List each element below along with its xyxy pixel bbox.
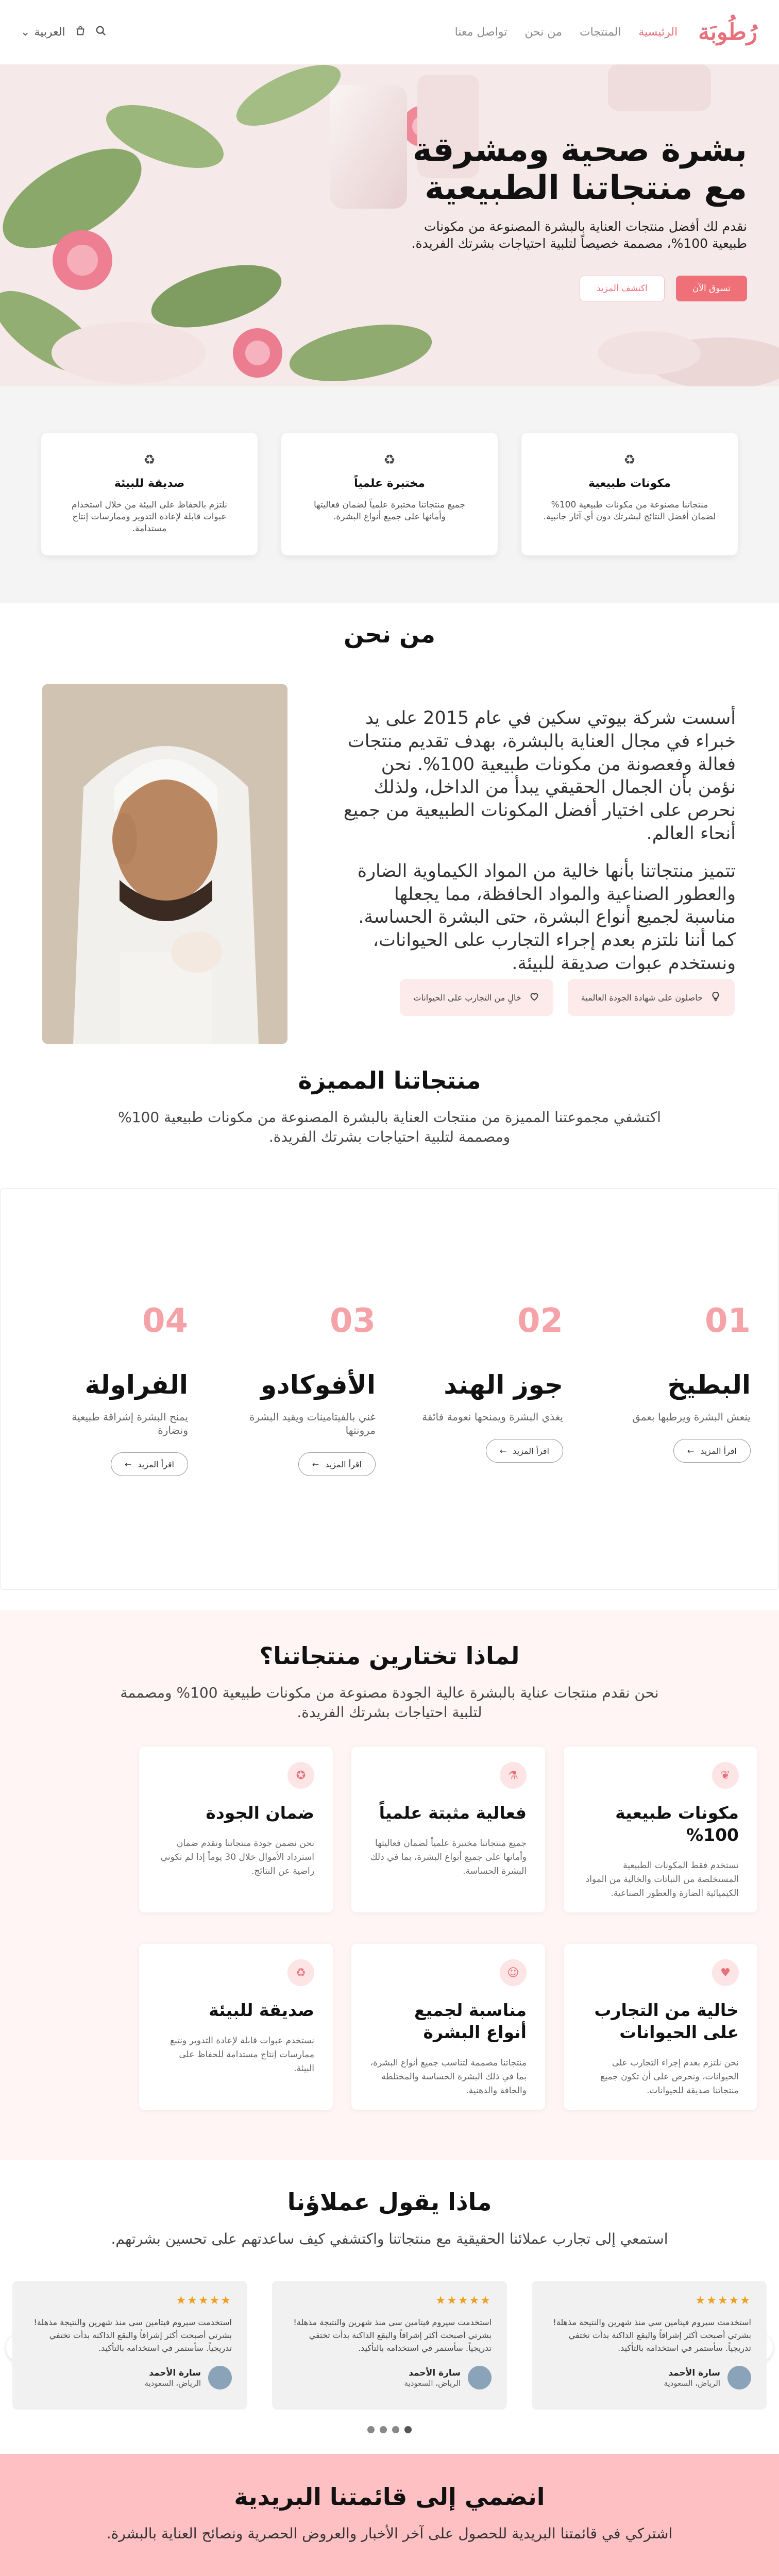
carousel-dot[interactable] xyxy=(380,2426,387,2433)
products-title: منتجاتنا المميزة xyxy=(298,1066,481,1094)
carousel-dot[interactable] xyxy=(367,2426,375,2433)
language-label: العربية xyxy=(34,26,65,39)
feature-card xyxy=(281,433,498,555)
read-more-button[interactable] xyxy=(298,1452,376,1476)
about-section xyxy=(0,603,779,1061)
why-card xyxy=(564,1944,757,2110)
star-rating: ★★★★★ xyxy=(176,2294,232,2307)
nav-about[interactable]: من نحن xyxy=(524,26,562,39)
about-photo xyxy=(42,684,287,1044)
testimonial-author xyxy=(547,2366,751,2389)
product-title: جوز الهند xyxy=(444,1370,563,1400)
shop-now-button[interactable]: تسوق الآن xyxy=(676,276,747,301)
cruelty-free-label: خالٍ من التجارب على الحيوانات xyxy=(413,992,521,1003)
header-tools xyxy=(21,25,107,40)
products-carousel xyxy=(0,1188,779,1590)
why-card-text: نستخدم فقط المكونات الطبيعية المستخلصة من النباتات والخالية من المواد الكيميائية الضارة والعطور الصناعية. xyxy=(585,1860,739,1899)
feature-title: صديقة للبيئة xyxy=(114,477,185,490)
why-card xyxy=(564,1747,757,1912)
product-card xyxy=(39,1302,188,1476)
testimonial-card xyxy=(272,2281,507,2410)
hero-text xyxy=(386,131,747,301)
about-paragraph-2: تتميز منتجاتنا بأنها خالية من المواد الكيماوية الضارة والعطور الصناعية والمواد الحافظة، مما يجعلها مناسبة لجميع أنواع البشرة، حتى البشرة الحساسة. كما أننا نلتزم بعدم إجراء التجارب على الحيوانات، ونستخدم عبوات صديقة للبيئة. xyxy=(357,860,736,974)
arrow-left-icon: ← xyxy=(312,1459,319,1469)
why-card-title: ضمان الجودة xyxy=(206,1803,314,1823)
newsletter-section xyxy=(0,2454,779,2576)
star-rating: ★★★★★ xyxy=(695,2294,751,2307)
avatar xyxy=(468,2366,492,2389)
quality-badge xyxy=(568,979,735,1016)
arrow-left-icon: ← xyxy=(499,1446,507,1456)
newsletter-subtitle: اشتركي في قائمتنا البريدية للحصول على آخر الأخبار والعروض الحصرية ونصائح العناية بالبشرة. xyxy=(106,2525,673,2542)
product-text: ينعش البشرة ويرطبها بعمق xyxy=(632,1411,751,1423)
author-name: سارة الأحمد xyxy=(668,2367,720,2378)
heart-icon xyxy=(529,991,540,1004)
product-text: غني بالفيتامينات ويقيد البشرة مرونتها xyxy=(249,1411,376,1436)
why-card-text: نستخدم عبوات قابلة لإعادة التدوير ونتبع ممارسات إنتاج مستدامة للحفاظ على البيئة. xyxy=(170,2035,314,2074)
award-icon: ✪ xyxy=(287,1762,314,1789)
testimonials-title: ماذا يقول عملاؤنا xyxy=(287,2188,492,2216)
leaf-icon: ❦ xyxy=(712,1762,739,1789)
why-card xyxy=(139,1944,333,2110)
quality-badge-label: حاصلون على شهادة الجودة العالمية xyxy=(581,992,703,1003)
read-more-label: اقرأ المزيد xyxy=(325,1459,362,1469)
product-card xyxy=(601,1302,751,1463)
testimonial-quote: استخدمت سيروم فيتامين سي منذ شهرين والنتيجة مذهلة! بشرتي أصبحت أكثر إشراقاً والبقع الداكنة بدأت تختفي تدريجياً. سأستمر في استخدامه بالتأكيد. xyxy=(293,2317,492,2353)
author-name: سارة الأحمد xyxy=(409,2367,461,2378)
language-selector[interactable] xyxy=(21,26,65,39)
site-header xyxy=(0,0,779,64)
product-number: 02 xyxy=(517,1302,563,1340)
why-title: لماذا تختارين منتجاتنا؟ xyxy=(259,1642,520,1670)
user-icon: ☺ xyxy=(500,1959,527,1986)
why-card-title: فعالية مثبتة علمياً xyxy=(379,1803,527,1823)
why-card-title: مناسبة لجميع أنواع البشرة xyxy=(414,2000,527,2042)
why-card-text: جميع منتجاتنا مختبرة علمياً لضمان فعاليتها وأمانها على جميع أنواع البشرة، بما في ذلك البشرة الحساسة. xyxy=(370,1838,527,1877)
hero-subtitle: نقدم لك أفضل منتجات العناية بالبشرة المصنوعة من مكونات طبيعية 100%، مصممة خصيصاً لتلبية احتياجات بشرتك الفريدة. xyxy=(411,219,747,251)
testimonial-author xyxy=(28,2366,232,2389)
read-more-label: اقرأ المزيد xyxy=(138,1459,174,1469)
testimonial-quote: استخدمت سيروم فيتامين سي منذ شهرين والنتيجة مذهلة! بشرتي أصبحت أكثر إشراقاً والبقع الداكنة بدأت تختفي تدريجياً. سأستمر في استخدامه بالتأكيد. xyxy=(553,2317,751,2353)
recycle-icon: ♻ xyxy=(383,452,396,468)
feature-title: مكونات طبيعية xyxy=(588,477,671,490)
product-number: 03 xyxy=(329,1302,376,1340)
why-card xyxy=(139,1747,333,1912)
discover-more-button[interactable]: اكتشف المزيد xyxy=(580,276,665,301)
read-more-button[interactable] xyxy=(111,1452,188,1476)
why-card-text: منتجاتنا مصممة لتناسب جميع أنواع البشرة، بما في ذلك البشرة الحساسة والمختلطة والجافة والدهنية. xyxy=(370,2057,527,2096)
carousel-dot[interactable] xyxy=(404,2426,412,2433)
about-badges xyxy=(400,979,735,1016)
newsletter-title: انضمي إلى قائمتنا البريدية xyxy=(234,2483,545,2511)
read-more-button[interactable] xyxy=(486,1439,563,1463)
why-card-title: خالية من التجارب على الحيوانات xyxy=(594,2000,739,2042)
product-card xyxy=(226,1302,376,1476)
features-section xyxy=(0,386,779,603)
about-text xyxy=(339,707,736,975)
product-number: 04 xyxy=(142,1302,188,1340)
why-card-text: نحن نلتزم بعدم إجراء التجارب على الحيوانات، ونحرص على أن تكون جميع منتجاتنا صديقة للحيوانات. xyxy=(600,2057,739,2096)
testimonial-quote: استخدمت سيروم فيتامين سي منذ شهرين والنتيجة مذهلة! بشرتي أصبحت أكثر إشراقاً والبقع الداكنة بدأت تختفي تدريجياً. سأستمر في استخدامه بالتأكيد. xyxy=(33,2317,232,2353)
flask-icon: ⚗ xyxy=(500,1762,527,1789)
recycle-icon: ♻ xyxy=(287,1959,314,1986)
avatar xyxy=(727,2366,751,2389)
product-title: الأفوكادو xyxy=(260,1370,376,1400)
testimonial-author xyxy=(287,2366,492,2389)
product-text: يمنح البشرة إشراقة طبيعية ونضارة xyxy=(72,1411,188,1436)
heart-icon: ♥ xyxy=(712,1959,739,1986)
cruelty-free-badge xyxy=(400,979,553,1016)
hero-section xyxy=(0,64,779,386)
testimonial-card xyxy=(12,2281,247,2410)
feature-text: جميع منتجاتنا مختبرة علمياً لضمان فعاليتها وأمانها على جميع أنواع البشرة. xyxy=(313,500,465,522)
read-more-button[interactable] xyxy=(673,1439,751,1463)
product-title: البطيخ xyxy=(667,1370,751,1400)
hero-buttons xyxy=(386,276,747,301)
main-nav xyxy=(107,26,678,39)
nav-contact[interactable]: تواصل معنا xyxy=(454,26,507,39)
search-icon[interactable] xyxy=(95,25,107,40)
testimonial-card xyxy=(532,2281,767,2410)
testimonials-subtitle: استمعي إلى تجارب عملائنا الحقيقية مع منتجاتنا واكتشفي كيف ساعدتهم على تحسين بشرتهم. xyxy=(111,2230,668,2247)
recycle-icon: ♻ xyxy=(623,452,636,468)
why-section xyxy=(0,1610,779,2160)
about-title: من نحن xyxy=(344,620,435,648)
why-card xyxy=(351,1944,545,2110)
feature-card xyxy=(41,433,258,555)
read-more-label: اقرأ المزيد xyxy=(700,1446,737,1456)
hero-title: بشرة صحية ومشرقة مع منتجاتنا الطبيعية xyxy=(412,131,747,207)
why-subtitle: نحن نقدم منتجات عناية بالبشرة عالية الجودة مصنوعة من مكونات طبيعية 100% ومصممة لتلبية احتياجات بشرتك الفريدة. xyxy=(120,1684,659,1721)
brand-logo[interactable]: رُطُوبَة xyxy=(698,19,757,45)
products-subtitle: اكتشفي مجموعتنا المميزة من منتجات العناية بالبشرة المصنوعة من مكونات طبيعية 100% ومصممة لتلبية احتياجات بشرتك الفريدة. xyxy=(118,1109,661,1145)
feature-title: مختبرة علمياً xyxy=(354,477,425,490)
product-card xyxy=(414,1302,563,1463)
nav-home[interactable]: الرئيسية xyxy=(638,26,678,39)
read-more-label: اقرأ المزيد xyxy=(513,1446,549,1456)
product-text: يغذي البشرة ويمنحها نعومة فائقة xyxy=(422,1411,563,1423)
why-card xyxy=(351,1747,545,1912)
author-name: سارة الأحمد xyxy=(149,2367,201,2378)
star-rating: ★★★★★ xyxy=(435,2294,492,2307)
chevron-down-icon: ⌄ xyxy=(21,26,30,39)
products-section xyxy=(0,1061,779,1610)
why-card-title: مكونات طبيعية 100% xyxy=(615,1803,739,1845)
author-city: الرياض، السعودية xyxy=(144,2378,201,2388)
about-paragraph-1: أسست شركة بيوتي سكين في عام 2015 على يد خبراء في مجال العناية بالبشرة، بهدف تقديم منتجات فعالة وفعصونة من مكونات طبيعية 100%. نحن نؤمن بأن الجمال الحقيقي يبدأ من الداخل، ولذلك نحرص على اختيار أفضل المكونات الطبيعية من جميع أنحاء العالم. xyxy=(343,708,736,844)
nav-products[interactable]: المنتجات xyxy=(579,26,621,39)
author-city: الرياض، السعودية xyxy=(404,2378,461,2388)
carousel-dot[interactable] xyxy=(392,2426,399,2433)
feature-card xyxy=(521,433,738,555)
feature-text: نلتزم بالحفاظ على البيئة من خلال استخدام عبوات قابلة لإعادة التدوير وممارسات إنتاج مستدامة. xyxy=(71,500,228,534)
feature-text: منتجاتنا مصنوعة من مكونات طبيعية 100% لضمان أفضل النتائج لبشرتك دون أي آثار جانبية. xyxy=(543,500,716,522)
why-card-title: صديقة للبيئة xyxy=(209,2000,314,2020)
cart-icon[interactable] xyxy=(75,25,86,40)
arrow-left-icon: ← xyxy=(687,1446,695,1456)
carousel-dots xyxy=(0,2426,779,2433)
lightbulb-icon xyxy=(710,991,721,1004)
product-number: 01 xyxy=(704,1302,751,1340)
testimonials-section xyxy=(0,2160,779,2454)
product-title: الفراولة xyxy=(84,1370,188,1400)
arrow-left-icon: ← xyxy=(124,1459,132,1469)
why-card-text: نحن نضمن جودة منتجاتنا ونقدم ضمان استرداد الأموال خلال 30 يوماً إذا لم تكوني راضية عن النتائج. xyxy=(160,1838,314,1877)
recycle-icon: ♻ xyxy=(143,452,156,468)
author-city: الرياض، السعودية xyxy=(664,2378,720,2388)
avatar xyxy=(208,2366,232,2389)
